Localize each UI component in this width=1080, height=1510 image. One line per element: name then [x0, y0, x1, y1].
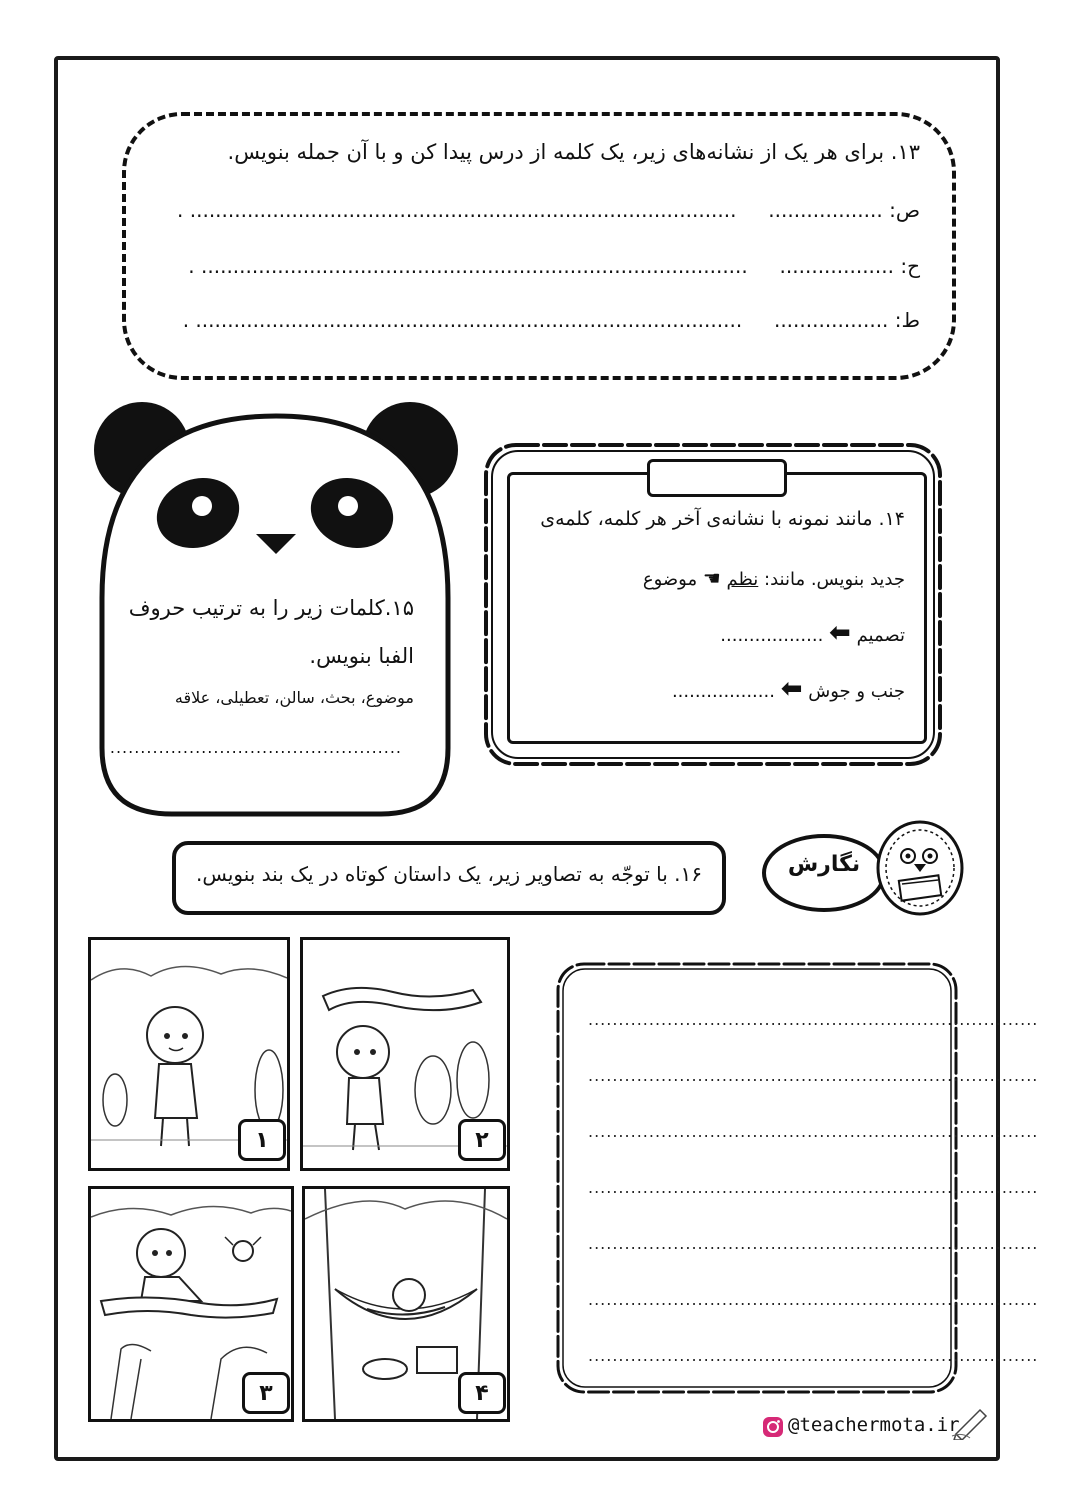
writing-line[interactable]: .......................................................................... [588, 1290, 1039, 1309]
q14-item-blank[interactable]: .................. [720, 625, 824, 646]
q13-row-sad [160, 198, 920, 222]
panel-number-2: ۲ [458, 1119, 506, 1161]
pencil-icon [950, 1404, 990, 1440]
writing-line[interactable]: .......................................................................... [588, 1122, 1039, 1141]
q13-sentence-blank[interactable]: ...................................................................................... . [188, 254, 748, 278]
q14-item-blank[interactable]: .................. [671, 681, 775, 702]
writing-line[interactable]: .......................................................................... [588, 1066, 1039, 1085]
panel-number-4: ۴ [458, 1372, 506, 1414]
question-13-title: ۱۳. برای هر یک از نشانه‌های زیر، یک کلمه از درس پیدا کن و با آن جمله بنویس. [227, 140, 920, 164]
footer-handle[interactable]: @teachermota.ir [788, 1414, 960, 1436]
bird-mascot-icon [872, 812, 968, 918]
panel-number-3: ۳ [242, 1372, 290, 1414]
q15-title-line2: الفبا بنویس. [309, 644, 414, 668]
q15-title-line1: ۱۵.کلمات زیر را به ترتیب حروف [128, 596, 414, 620]
q14-item-word: جنب و جوش [808, 681, 905, 702]
q14-item-row [520, 618, 905, 648]
q13-row-label: ح: [900, 254, 920, 278]
q14-example-from: نظم [726, 569, 759, 590]
instagram-icon [762, 1416, 784, 1438]
q14-example-row [520, 566, 905, 590]
q14-item-word: تصمیم [856, 625, 905, 646]
q13-row-heh [160, 254, 920, 278]
q13-sentence-blank[interactable]: ...................................................................................... . [182, 308, 743, 332]
q13-row-label: ط: [894, 308, 920, 332]
writing-line[interactable]: .......................................................................... [588, 1178, 1039, 1197]
pointing-hand-icon: ☚ [702, 566, 721, 590]
arrow-left-icon: ⬅ [829, 618, 851, 648]
q13-row-label: ص: [889, 198, 920, 222]
q13-row-ta [160, 308, 920, 332]
q14-item-row [520, 674, 905, 704]
question-16-title: ۱۶. با توجّه به تصاویر زیر، یک داستان کوتاه در یک بند بنویس. [195, 862, 702, 886]
q14-label-tab [647, 459, 787, 497]
q15-answer-blank[interactable]: ................................................ [109, 738, 402, 757]
q14-line2-prefix: جدید بنویس. مانند: [764, 569, 905, 590]
question-14-line1: ۱۴. مانند نمونه با نشانه‌ی آخر هر کلمه، کلمه‌ی [540, 508, 905, 530]
arrow-left-icon: ⬅ [780, 674, 803, 704]
q13-word-blank[interactable]: .................. [768, 198, 883, 222]
panel-number-1: ۱ [238, 1119, 286, 1161]
q14-example-to: موضوع [642, 569, 698, 590]
writing-line[interactable]: .......................................................................... [588, 1234, 1039, 1253]
question-15-title [118, 584, 414, 680]
q13-sentence-blank[interactable]: ...................................................................................... . [177, 198, 737, 222]
q13-word-blank[interactable]: .................. [779, 254, 894, 278]
q15-words: موضوع، بحث، سالن، تعطیلی، علاقه [174, 688, 414, 707]
writing-line[interactable]: .......................................................................... [588, 1010, 1039, 1029]
writing-line[interactable]: .......................................................................... [588, 1346, 1039, 1365]
q13-word-blank[interactable]: .................. [773, 308, 889, 332]
negaresh-label: نگارش [787, 852, 861, 877]
